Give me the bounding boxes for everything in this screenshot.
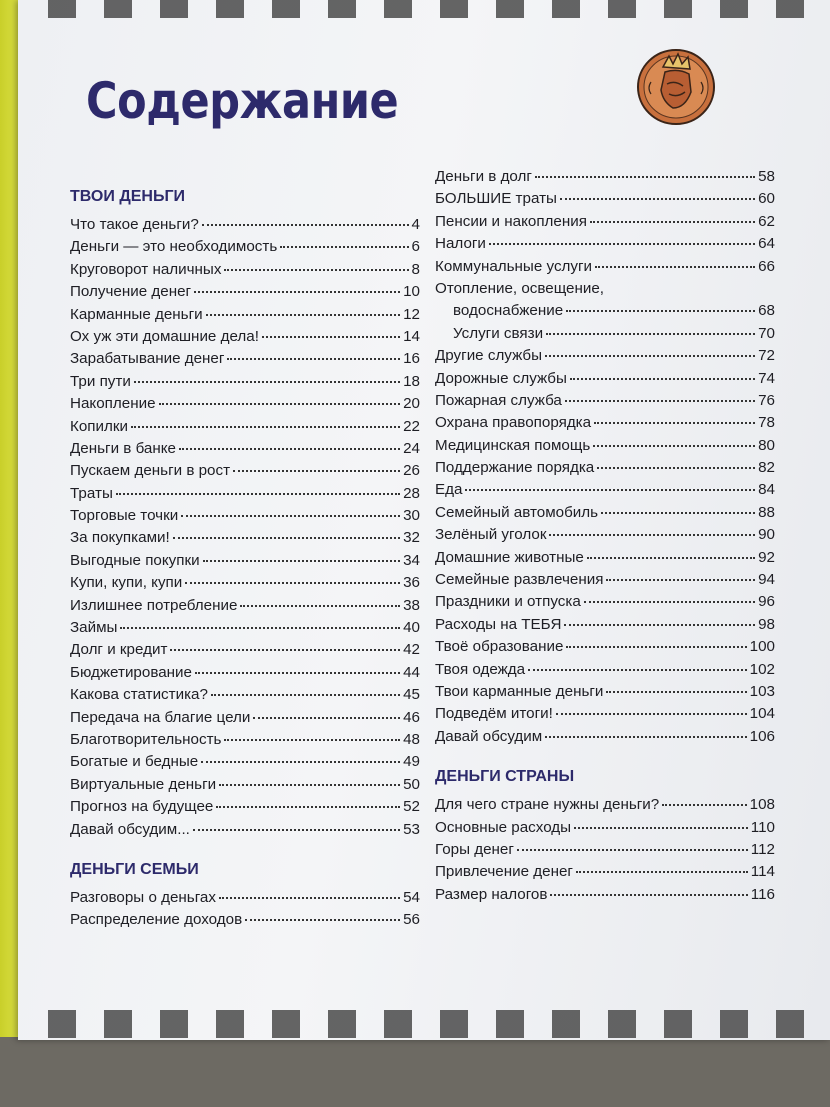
toc-entry [70, 304, 420, 326]
dot-leader [159, 402, 401, 405]
toc-page-number: 90 [758, 526, 775, 544]
toc-entry-label: Благотворительность [70, 730, 222, 748]
toc-page-number: 18 [403, 372, 420, 390]
toc-entry-label: БОЛЬШИЕ траты [435, 190, 557, 208]
toc-page-number: 70 [758, 324, 775, 342]
toc-entry-label: Размер налогов [435, 885, 548, 903]
toc-entry-label: Для чего стране нужны деньги? [435, 796, 660, 814]
toc-entry [70, 707, 420, 729]
dot-leader [594, 421, 755, 424]
dot-leader [576, 870, 748, 873]
toc-page-number: 26 [403, 462, 420, 480]
toc-entry [70, 617, 420, 639]
dot-leader [590, 220, 755, 223]
toc-page-number: 64 [758, 235, 775, 253]
toc-page-number: 24 [403, 439, 420, 457]
dot-leader [170, 648, 400, 651]
dot-leader [216, 805, 400, 808]
toc-entry-label: Охрана правопорядка [435, 414, 592, 432]
toc-entry-label: Медицинская помощь [435, 436, 591, 454]
toc-entry-label: Еда [435, 481, 463, 499]
dot-leader [253, 716, 400, 719]
dot-leader [193, 828, 400, 831]
toc-entry [70, 887, 420, 909]
toc-page-number: 102 [749, 660, 775, 678]
toc-entry [435, 479, 775, 501]
toc-page-number: 28 [403, 484, 420, 502]
toc-entry-label: Твоё образование [435, 638, 564, 656]
toc-page-number: 74 [758, 369, 775, 387]
toc-page-number: 72 [758, 347, 775, 365]
toc-entry-label: Копилки [70, 417, 128, 435]
toc-entry-label: Деньги в банке [70, 439, 177, 457]
dot-leader [574, 826, 748, 829]
toc-page-number: 84 [758, 481, 775, 499]
coin-icon [633, 42, 719, 128]
dot-leader [597, 466, 755, 469]
dot-leader [173, 536, 400, 539]
dot-leader [195, 671, 400, 674]
toc-page-number: 12 [403, 305, 420, 323]
toc-page-number: 53 [403, 820, 420, 838]
toc-entry [70, 483, 420, 505]
toc-page-number: 48 [403, 730, 420, 748]
toc-entry [435, 547, 775, 569]
toc-entry [70, 348, 420, 370]
toc-entry-label: Долг и кредит [70, 641, 168, 659]
toc-entry-label: Давай обсудим... [70, 820, 190, 838]
dot-leader [560, 197, 755, 200]
toc-page-number: 112 [750, 840, 775, 858]
toc-entry-label: Бюджетирование [70, 663, 192, 681]
toc-entry-label: Другие службы [435, 347, 543, 365]
toc-entry [70, 550, 420, 572]
toc-page-number: 36 [403, 574, 420, 592]
toc-page-number: 106 [749, 727, 775, 745]
dot-leader [211, 693, 400, 696]
toc-page-number: 56 [403, 911, 420, 929]
dot-leader [489, 242, 755, 245]
dot-leader [240, 604, 400, 607]
toc-entry-label: Богатые и бедные [70, 753, 199, 771]
toc-entry [70, 326, 420, 348]
toc-page-number: 60 [758, 190, 775, 208]
toc-entry-label: За покупками! [70, 529, 170, 547]
toc-entry-label: Траты [70, 484, 113, 502]
dot-leader [131, 425, 400, 428]
toc-page-number: 22 [403, 417, 420, 435]
toc-entry [70, 438, 420, 460]
toc-entry-label: Поддержание порядка [435, 459, 595, 477]
toc-entry [70, 371, 420, 393]
toc-entry-label: Давай обсудим [435, 727, 543, 745]
toc-entry-label: Основные расходы [435, 818, 572, 836]
toc-page-number: 110 [750, 818, 775, 836]
toc-entry-label: Твои карманные деньги [435, 682, 604, 700]
toc-page-number: 52 [403, 798, 420, 816]
toc-entry-label: Дорожные службы [435, 369, 567, 387]
toc-entry-label: Ох уж эти домашние дела! [70, 327, 259, 345]
toc-page-number: 108 [749, 796, 775, 814]
dot-leader [587, 556, 755, 559]
toc-entry [435, 390, 775, 412]
toc-entry-label: Зелёный уголок [435, 526, 547, 544]
toc-page-number: 100 [749, 638, 775, 656]
dot-leader [465, 488, 755, 491]
toc-page-number: 32 [403, 529, 420, 547]
toc-entry-label: Карманные деньги [70, 305, 203, 323]
dot-leader [566, 645, 746, 648]
toc-entry-label: Пускаем деньги в рост [70, 462, 231, 480]
toc-entry-label: Деньги в долг [435, 168, 532, 185]
toc-entry [70, 819, 420, 841]
toc-entry-label: Какова статистика? [70, 686, 208, 704]
toc-entry [435, 300, 775, 322]
toc-entry [70, 639, 420, 661]
toc-entry-label: Расходы на ТЕБЯ [435, 615, 562, 633]
toc-entry [70, 774, 420, 796]
dot-leader [595, 265, 755, 268]
toc-entry-label: Виртуальные деньги [70, 775, 217, 793]
toc-entry [435, 569, 775, 591]
dot-leader [201, 760, 400, 763]
toc-entry [435, 233, 775, 255]
toc-page-number: 62 [758, 212, 775, 230]
toc-entry-label: Твоя одежда [435, 660, 526, 678]
toc-entry [70, 460, 420, 482]
bottom-decorative-stripe [48, 1010, 820, 1038]
toc-entry [435, 591, 775, 613]
toc-entry-label: водоснабжение [453, 302, 564, 320]
dot-leader [535, 175, 755, 178]
toc-page-number: 103 [749, 682, 775, 700]
toc-page-number: 88 [758, 503, 775, 521]
toc-entry-label: Семейные развлечения [435, 571, 604, 589]
toc-page-number: 50 [403, 775, 420, 793]
dot-leader [245, 918, 400, 921]
toc-page-number: 6 [411, 238, 420, 256]
toc-entry-label: Пожарная служба [435, 391, 562, 409]
toc-page-number: 49 [403, 753, 420, 771]
toc-entry [70, 236, 420, 258]
dot-leader [546, 332, 755, 335]
dot-leader [593, 444, 755, 447]
toc-entry-label: Что такое деньги? [70, 216, 199, 233]
dot-leader [224, 268, 408, 271]
dot-leader [227, 357, 400, 360]
toc-entry [435, 636, 775, 658]
dot-leader [584, 600, 755, 603]
toc-entry-label: Передача на благие цели [70, 708, 251, 726]
toc-entry-label: Прогноз на будущее [70, 798, 214, 816]
toc-entry [70, 909, 420, 931]
toc-entry [435, 435, 775, 457]
toc-entry-label: Купи, купи, купи [70, 574, 183, 592]
dot-leader [570, 377, 755, 380]
dot-leader [203, 559, 400, 562]
dot-leader [606, 578, 755, 581]
dot-leader [179, 447, 400, 450]
page-title: Содержание [86, 72, 399, 130]
dot-leader [550, 893, 747, 896]
dot-leader [606, 690, 746, 693]
toc-entry [435, 861, 775, 883]
dot-leader [517, 848, 748, 851]
dot-leader [601, 511, 755, 514]
toc-entry-label: Привлечение денег [435, 863, 573, 881]
dot-leader [134, 380, 400, 383]
toc-entry [70, 281, 420, 303]
toc-entry [70, 729, 420, 751]
toc-entry-label: Торговые точки [70, 507, 179, 525]
toc-page-number: 20 [403, 395, 420, 413]
dot-leader [219, 896, 400, 899]
toc-entry [70, 505, 420, 527]
toc-page-number: 116 [750, 885, 775, 903]
dot-leader [564, 623, 755, 626]
toc-entry-label: Подведём итоги! [435, 705, 553, 723]
toc-page-number: 96 [758, 593, 775, 611]
toc-entry-label: Услуги связи [453, 324, 544, 342]
toc-entry [70, 796, 420, 818]
toc-page-number: 16 [403, 350, 420, 368]
toc-entry-label: Домашние животные [435, 548, 584, 566]
toc-entry-label: Распределение доходов [70, 911, 243, 929]
dot-leader [185, 581, 400, 584]
toc-entry [435, 457, 775, 479]
toc-entry-label: Налоги [435, 235, 486, 253]
toc-entry-label: Семейный автомобиль [435, 503, 599, 521]
dot-leader [224, 738, 400, 741]
toc-entry [435, 817, 775, 839]
toc-entry [435, 256, 775, 278]
toc-entry-label: Деньги — это необходимость [70, 238, 278, 256]
toc-entry-label: Праздники и отпуска [435, 593, 581, 611]
toc-page-number: 94 [758, 571, 775, 589]
toc-entry-label: Излишнее потребление [70, 596, 238, 614]
toc-entry [435, 726, 775, 748]
toc-entry [70, 595, 420, 617]
toc-page-number: 54 [403, 888, 420, 906]
toc-entry [435, 412, 775, 434]
toc-entry [435, 188, 775, 210]
dot-leader [556, 712, 747, 715]
dot-leader [545, 735, 746, 738]
toc-page-number: 58 [758, 168, 775, 185]
dot-leader [194, 290, 400, 293]
toc-page-number: 114 [750, 863, 775, 881]
toc-entry-label: Коммунальные услуги [435, 257, 593, 275]
section-heading: ДЕНЬГИ СТРАНЫ [435, 768, 575, 786]
toc-page-number: 98 [758, 615, 775, 633]
toc-page-number: 14 [403, 327, 420, 345]
toc-page-number: 45 [403, 686, 420, 704]
dot-leader [219, 783, 400, 786]
dot-leader [280, 245, 408, 248]
toc-entry [435, 659, 775, 681]
dot-leader [233, 469, 400, 472]
dot-leader [662, 803, 746, 806]
dot-leader [565, 399, 755, 402]
toc-page-number: 46 [403, 708, 420, 726]
toc-page-number: 38 [403, 596, 420, 614]
table-surface [0, 1037, 830, 1107]
toc-page-number: 78 [758, 414, 775, 432]
toc-entry [435, 703, 775, 725]
dot-leader [202, 223, 409, 226]
dot-leader [120, 626, 400, 629]
toc-entry [435, 794, 775, 816]
toc-entry [70, 416, 420, 438]
toc-entry-label: Займы [70, 619, 118, 637]
toc-page-number: 104 [749, 705, 775, 723]
toc-entry [435, 211, 775, 233]
toc-entry [435, 323, 775, 345]
toc-page-number: 66 [758, 257, 775, 275]
toc-entry-label: Круговорот наличных [70, 260, 222, 278]
toc-entry [70, 662, 420, 684]
toc-entry [70, 259, 420, 281]
top-decorative-stripe [48, 0, 820, 18]
dot-leader [181, 514, 400, 517]
toc-entry [435, 524, 775, 546]
toc-entry [70, 527, 420, 549]
toc-entry [435, 839, 775, 861]
toc-page-number: 76 [758, 391, 775, 409]
section-heading: ДЕНЬГИ СЕМЬИ [70, 860, 199, 878]
toc-left-column [70, 180, 420, 932]
toc-page-number: 80 [758, 436, 775, 454]
toc-entry-label: Разговоры о деньгах [70, 888, 216, 906]
toc-entry-label: Пенсии и накопления [435, 212, 587, 230]
dot-leader [549, 533, 755, 536]
toc-page-number: 34 [403, 551, 420, 569]
toc-entry [435, 345, 775, 367]
toc-page-number: 4 [411, 216, 420, 233]
toc-page-number: 8 [411, 260, 420, 278]
toc-entry-label: Горы денег [435, 840, 514, 858]
toc-page-number: 68 [758, 302, 775, 320]
toc-entry-label: Получение денег [70, 283, 192, 301]
toc-entry [435, 368, 775, 390]
toc-page-number: 10 [403, 283, 420, 301]
dot-leader [262, 335, 400, 338]
toc-entry [435, 502, 775, 524]
toc-page-number: 30 [403, 507, 420, 525]
toc-page-number: 44 [403, 663, 420, 681]
toc-entry [435, 884, 775, 906]
toc-entry-label: Отопление, освещение, [435, 279, 605, 297]
toc-entry [435, 681, 775, 703]
toc-entry [435, 614, 775, 636]
toc-page-number: 82 [758, 459, 775, 477]
toc-entry [70, 684, 420, 706]
dot-leader [545, 354, 755, 357]
dot-leader [566, 309, 755, 312]
toc-page-number: 92 [758, 548, 775, 566]
dot-leader [528, 668, 747, 671]
toc-page-number: 42 [403, 641, 420, 659]
toc-entry [70, 751, 420, 773]
toc-right-column [435, 166, 775, 906]
section-heading: ТВОИ ДЕНЬГИ [70, 188, 186, 205]
toc-entry-label: Выгодные покупки [70, 551, 200, 569]
toc-entry [70, 214, 420, 236]
toc-entry-label: Зарабатывание денег [70, 350, 225, 368]
dot-leader [116, 492, 400, 495]
toc-entry-label: Три пути [70, 372, 131, 390]
toc-entry [435, 166, 775, 188]
dot-leader [206, 313, 400, 316]
toc-entry [435, 278, 775, 300]
toc-entry-label: Накопление [70, 395, 156, 413]
toc-page-number: 40 [403, 619, 420, 637]
toc-entry [70, 393, 420, 415]
toc-entry [70, 572, 420, 594]
